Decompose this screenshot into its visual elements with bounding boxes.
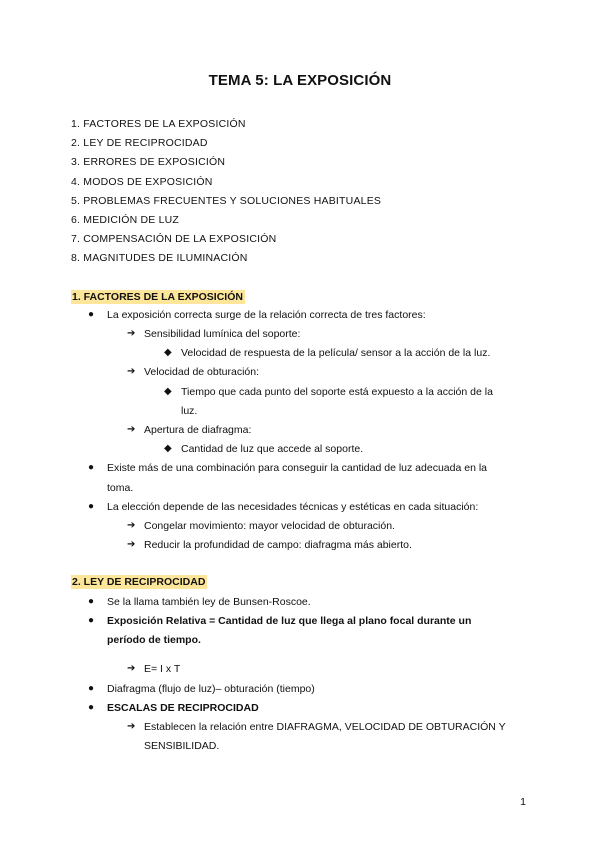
diaphragm-shutter-text: Diafragma (flujo de luz)– obturación (tiempo) — [107, 683, 315, 695]
toc-item: 1. FACTORES DE LA EXPOSICIÓN — [71, 118, 246, 130]
toc-item: 7. COMPENSACIÓN DE LA EXPOSICIÓN — [71, 233, 277, 246]
section-2-heading: 2. LEY DE RECIPROCIDAD — [72, 576, 206, 588]
toc-item: 4. MODOS DE EXPOSICIÓN — [71, 175, 213, 188]
bullet-dot-icon: ● — [88, 683, 95, 694]
bullet-dot-icon: ● — [88, 615, 95, 626]
arrow-icon: ➔ — [127, 366, 136, 377]
factor-sensitivity: Sensibilidad lumínica del soporte: — [144, 328, 301, 340]
reciprocity-scales-detail-line2: SENSIBILIDAD. — [144, 740, 220, 752]
arrow-icon: ➔ — [127, 539, 136, 550]
combination-line1: Existe más de una combinación para conseguir la cantidad de luz adecuada en la — [107, 462, 487, 474]
factor-shutter: Velocidad de obturación: — [144, 366, 260, 378]
toc-item: 6. MEDICIÓN DE LUZ — [71, 213, 180, 226]
factor-sensitivity-detail: Velocidad de respuesta de la película/ sensor a la acción de la luz. — [181, 347, 491, 359]
exposure-formula: E= I x T — [144, 663, 181, 675]
section-1-intro: La exposición correcta surge de la relación correcta de tres factores: — [107, 309, 426, 321]
combination-line2: toma. — [107, 482, 134, 494]
arrow-icon: ➔ — [127, 520, 136, 531]
diamond-icon: ◆ — [164, 443, 172, 454]
choice-depth-of-field: Reducir la profundidad de campo: diafragma más abierto. — [144, 539, 412, 551]
factor-shutter-detail-line2: luz. — [181, 405, 198, 417]
arrow-icon: ➔ — [127, 328, 136, 339]
document-title: TEMA 5: LA EXPOSICIÓN — [208, 72, 392, 89]
factor-shutter-detail-line1: Tiempo que cada punto del soporte está expuesto a la acción de la — [181, 386, 493, 398]
factor-aperture-detail: Cantidad de luz que accede al soporte. — [181, 443, 364, 455]
toc-item: 8. MAGNITUDES DE ILUMINACIÓN — [71, 252, 248, 265]
bullet-dot-icon: ● — [88, 702, 95, 713]
arrow-icon: ➔ — [127, 424, 136, 435]
choice-text: La elección depende de las necesidades técnicas y estéticas en cada situación: — [107, 501, 479, 513]
diamond-icon: ◆ — [164, 386, 172, 397]
toc-item: 2. LEY DE RECIPROCIDAD — [71, 137, 208, 150]
bullet-dot-icon: ● — [88, 501, 95, 512]
choice-freeze-motion: Congelar movimiento: mayor velocidad de obturación. — [144, 520, 395, 532]
factor-aperture: Apertura de diafragma: — [144, 424, 252, 436]
bullet-dot-icon: ● — [88, 309, 95, 320]
diamond-icon: ◆ — [164, 347, 172, 358]
relative-exposure-line2: período de tiempo. — [107, 634, 201, 646]
reciprocity-scales-text: ESCALAS DE RECIPROCIDAD — [107, 702, 259, 714]
section-1-heading: 1. FACTORES DE LA EXPOSICIÓN — [72, 291, 243, 303]
toc-item: 3. ERRORES DE EXPOSICIÓN — [71, 156, 226, 169]
page-number: 1 — [520, 796, 526, 808]
arrow-icon: ➔ — [127, 721, 136, 732]
table-of-contents — [71, 116, 381, 270]
bullet-dot-icon: ● — [88, 462, 95, 473]
toc-item: 5. PROBLEMAS FRECUENTES Y SOLUCIONES HABITUALES — [71, 194, 382, 207]
bullet-dot-icon: ● — [88, 596, 95, 607]
reciprocity-scales-detail-line1: Establecen la relación entre DIAFRAGMA, VELOCIDAD DE OBTURACIÓN Y — [144, 721, 506, 733]
bunsen-roscoe-text: Se la llama también ley de Bunsen-Roscoe. — [107, 596, 311, 608]
relative-exposure-line1: Exposición Relativa = Cantidad de luz que llega al plano focal durante un — [107, 615, 472, 627]
arrow-icon: ➔ — [127, 663, 136, 674]
